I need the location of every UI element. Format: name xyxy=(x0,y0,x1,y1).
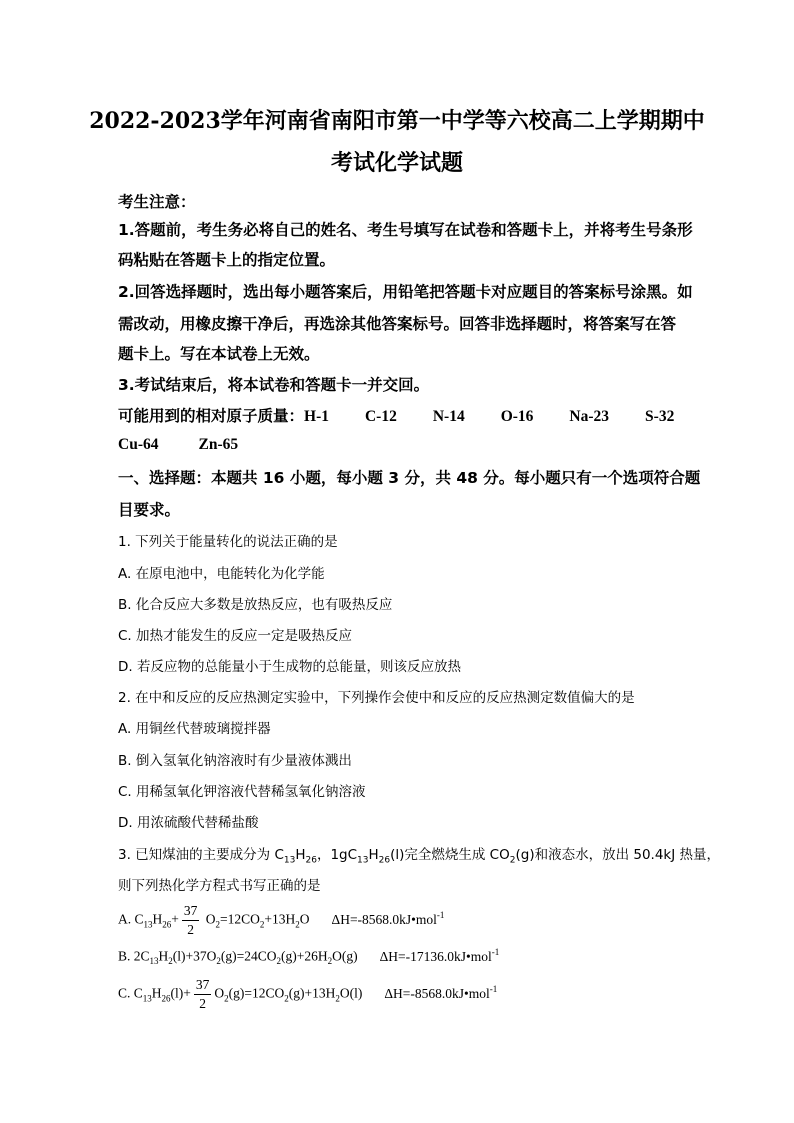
atomic-mass-item: N-14 xyxy=(432,408,465,425)
atomic-mass-item: S-32 xyxy=(645,408,675,425)
question-1-option-c: C. 加热才能发生的反应一定是吸热反应 xyxy=(118,628,353,644)
section-1-heading-line2: 目要求。 xyxy=(118,501,181,519)
question-1-stem: 1. 下列关于能量转化的说法正确的是 xyxy=(118,534,338,550)
fraction-37-over-2: $\frac{37}{2}$ xyxy=(195,977,210,1011)
note-2-line3: 题卡上。写在本试卷上无效。 xyxy=(118,345,320,363)
question-3-option-a: A. $C_{13}H_{26}+$ $\frac{37}{2}$ $O_2=12CO_2+13H_2O$ ΔH=-8568.0kJ•mol$^{-1}$ xyxy=(118,903,445,937)
atomic-mass-item: Na-23 xyxy=(569,408,610,425)
atomic-mass-item: O-16 xyxy=(500,408,534,425)
exam-title-line1: 2022-2023学年河南省南阳市第一中学等六校高二上学期期中 xyxy=(89,108,705,134)
question-1-option-d: D. 若反应物的总能量小于生成物的总能量，则该反应放热 xyxy=(118,659,461,675)
atomic-mass-label: 可能用到的相对原子质量： xyxy=(118,407,305,425)
atomic-mass-item: C-12 xyxy=(364,408,397,425)
note-3: 3.考试结束后，将本试卷和答题卡一并交回。 xyxy=(118,376,430,394)
atomic-mass-line1 xyxy=(118,404,674,426)
question-3-stem-line1: 3. 已知煤油的主要成分为 $C_{13}H_{26}$，$1gC_{13}H_{26}(l)$完全燃烧生成 $CO_2(g)$和液态水，放出 50.4kJ 热量， xyxy=(118,847,721,866)
atomic-mass-item: H-1 xyxy=(304,408,329,425)
question-3-option-c: C. $C_{13}H_{26}(l)+$ $\frac{37}{2}$ $O_2(g)=12CO_2(g)+13H_2O(l)$ ΔH=-8568.0kJ•mol$^{-1}$ xyxy=(118,977,498,1011)
atomic-mass-line2 xyxy=(118,436,238,454)
question-2-stem: 2. 在中和反应的反应热测定实验中，下列操作会使中和反应的反应热测定数值偏大的是 xyxy=(118,690,635,706)
note-2-line1: 2.回答选择题时，选出每小题答案后，用铅笔把答题卡对应题目的答案标号涂黑。如 xyxy=(118,283,693,301)
question-1-option-b: B. 化合反应大多数是放热反应，也有吸热反应 xyxy=(118,597,393,613)
question-3-stem-line2: 则下列热化学方程式书写正确的是 xyxy=(118,878,321,894)
question-3-option-b: B. $2C_{13}H_2(l)+37O_2(g)=24CO_2(g)+26H_2O(g)$ ΔH=-17136.0kJ•mol$^{-1}$ xyxy=(118,947,500,967)
question-2-option-c: C. 用稀氢氧化钾溶液代替稀氢氧化钠溶液 xyxy=(118,784,366,800)
question-1-option-a: A. 在原电池中，电能转化为化学能 xyxy=(118,566,325,582)
atomic-mass-item: Zn-65 xyxy=(198,436,239,453)
note-2-line2: 需改动，用橡皮擦干净后，再选涂其他答案标号。回答非选择题时，将答案写在答 xyxy=(118,315,677,333)
notes-heading: 考生注意： xyxy=(118,193,196,211)
question-2-option-b: B. 倒入氢氧化钠溶液时有少量液体溅出 xyxy=(118,753,352,769)
question-2-option-d: D. 用浓硫酸代替稀盐酸 xyxy=(118,815,259,831)
fraction-37-over-2: $\frac{37}{2}$ xyxy=(183,903,198,937)
atomic-mass-item: Cu-64 xyxy=(118,436,159,453)
note-1-line2: 码粘贴在答题卡上的指定位置。 xyxy=(118,251,336,269)
section-1-heading-line1: 一、选择题：本题共 16 小题，每小题 3 分，共 48 分。每小题只有一个选项符合题 xyxy=(118,469,701,487)
exam-title-line2: 考试化学试题 xyxy=(330,150,463,176)
question-2-option-a: A. 用铜丝代替玻璃搅拌器 xyxy=(118,721,271,737)
note-1-line1: 1.答题前，考生务必将自己的姓名、考生号填写在试卷和答题卡上，并将考生号条形 xyxy=(118,221,693,239)
